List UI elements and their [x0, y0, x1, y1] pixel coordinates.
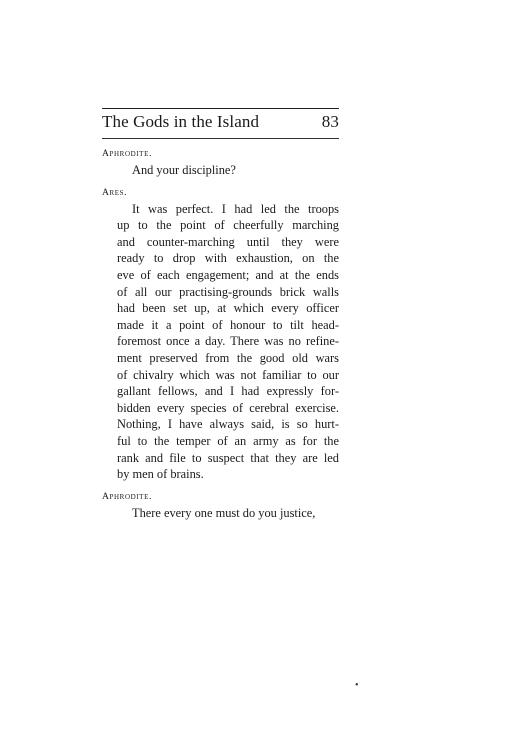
text-line: and counter-marching until they were: [117, 234, 339, 249]
text-line: eve of each engagement; and at the ends: [117, 267, 339, 282]
text-line: bidden every species of cerebral exercise.: [117, 400, 339, 415]
speaker-label: Aphrodite.: [102, 490, 152, 502]
text-line: And your discipline?: [132, 163, 236, 177]
dialogue-paragraph: [102, 201, 339, 483]
text-line: gallant fellows, and I had expressly for-: [117, 384, 339, 399]
text-line: foremost once a day. There was no refine-: [117, 334, 339, 349]
header-rule-top: [102, 108, 339, 109]
running-header: [102, 112, 339, 134]
text-line: by men of brains.: [117, 467, 204, 482]
text-line: ment preserved from the good old wars: [117, 350, 339, 365]
text-line: had been set up, at which every officer: [117, 301, 339, 316]
text-line: There every one must do you justice,: [132, 505, 316, 520]
text-line: Nothing, I have always said, is so hurt-: [117, 417, 339, 432]
text-line: made it a point of honour to tilt head-: [117, 317, 339, 332]
running-title: The Gods in the Island: [102, 112, 260, 131]
text-line: rank and file to suspect that they are led: [117, 450, 339, 465]
dialogue-body: [102, 146, 339, 521]
speaker-label: Aphrodite.: [102, 148, 152, 159]
text-line: of all our practising-grounds brick walls: [117, 284, 339, 299]
header-rule-bottom: [102, 138, 339, 139]
page-number: 83: [321, 112, 339, 131]
text-line: ful to the temper of an army as for the: [117, 433, 339, 448]
text-line: It was perfect. I had led the troops: [132, 201, 339, 216]
text-line: ready to drop with exhaustion, on the: [117, 251, 339, 266]
dialogue-paragraph: [102, 505, 339, 522]
text-line: up to the point of cheerfully marching: [117, 218, 339, 233]
text-line: of chivalry which was not familiar to our: [117, 367, 339, 382]
ink-speck: •: [355, 680, 359, 691]
dialogue-paragraph: [102, 162, 339, 179]
speaker-label: Ares.: [102, 186, 128, 198]
